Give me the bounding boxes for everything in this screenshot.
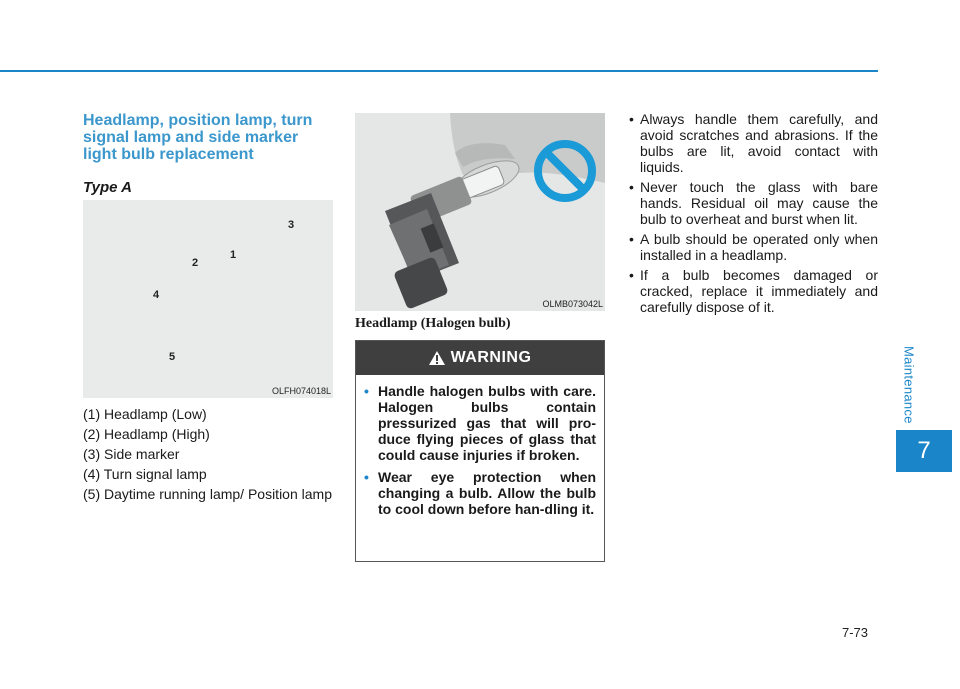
- bullet-item: • If a bulb becomes damaged or cracked, replace it immediately and carefully dispose of it.: [627, 267, 878, 315]
- legend-item: (2) Headlamp (High): [83, 426, 210, 442]
- type-heading: Type A: [83, 179, 132, 196]
- diagram-label-3: 3: [288, 219, 295, 231]
- chapter-number-tab: 7: [896, 430, 952, 472]
- legend-item: (3) Side marker: [83, 446, 180, 462]
- bullet-item: • Always handle them carefully, and avoid scratches and abrasions. If the bulbs are lit, avoid contact with liquids.: [627, 111, 878, 175]
- chapter-tab-label: Maintenance: [901, 346, 917, 424]
- diagram-label-1: 1: [230, 249, 237, 261]
- photo-caption: Headlamp (Halogen bulb): [355, 316, 511, 331]
- photo-code: OLMB073042L: [542, 299, 603, 309]
- right-column: [627, 111, 878, 319]
- diagram-label-5: 5: [169, 351, 176, 363]
- warning-box: [355, 340, 605, 562]
- warning-header: [356, 341, 604, 375]
- section-title: Headlamp, position lamp, turn signal lamp and side marker light bulb replacement: [83, 112, 313, 163]
- bullet-item: • A bulb should be operated only when installed in a headlamp.: [627, 231, 878, 263]
- page-number: 7-73: [842, 625, 869, 640]
- warning-item: • Wear eye protection when changing a bulb. Allow the bulb to cool down before han-dling it.: [364, 469, 596, 517]
- halogen-bulb-photo: [355, 113, 605, 311]
- warning-list: [364, 383, 596, 517]
- diagram-label-2: 2: [192, 257, 199, 269]
- bullet-item: • Never touch the glass with bare hands. Residual oil may cause the bulb to overheat and burst when lit.: [627, 179, 878, 227]
- hand-holding-bulb-illustration: [355, 113, 605, 311]
- legend-item: (4) Turn signal lamp: [83, 466, 207, 482]
- header-rule: [0, 70, 878, 72]
- diagram-code: OLFH074018L: [271, 386, 331, 396]
- warning-item: • Handle halogen bulbs with care. Halogen bulbs contain pressurized gas that will pro-duce flying pieces of glass that could cause injuries if broken.: [364, 383, 596, 463]
- diagram-label-4: 4: [153, 289, 160, 301]
- caution-bullet-list: [627, 111, 878, 315]
- left-column: [83, 112, 335, 196]
- warning-title: WARNING: [450, 349, 532, 366]
- warning-triangle-icon: [429, 351, 445, 365]
- legend-item: (1) Headlamp (Low): [83, 406, 207, 422]
- legend-item: (5) Daytime running lamp/ Position lamp: [83, 486, 332, 502]
- headlamp-diagram: [83, 200, 333, 398]
- component-legend: [83, 404, 333, 504]
